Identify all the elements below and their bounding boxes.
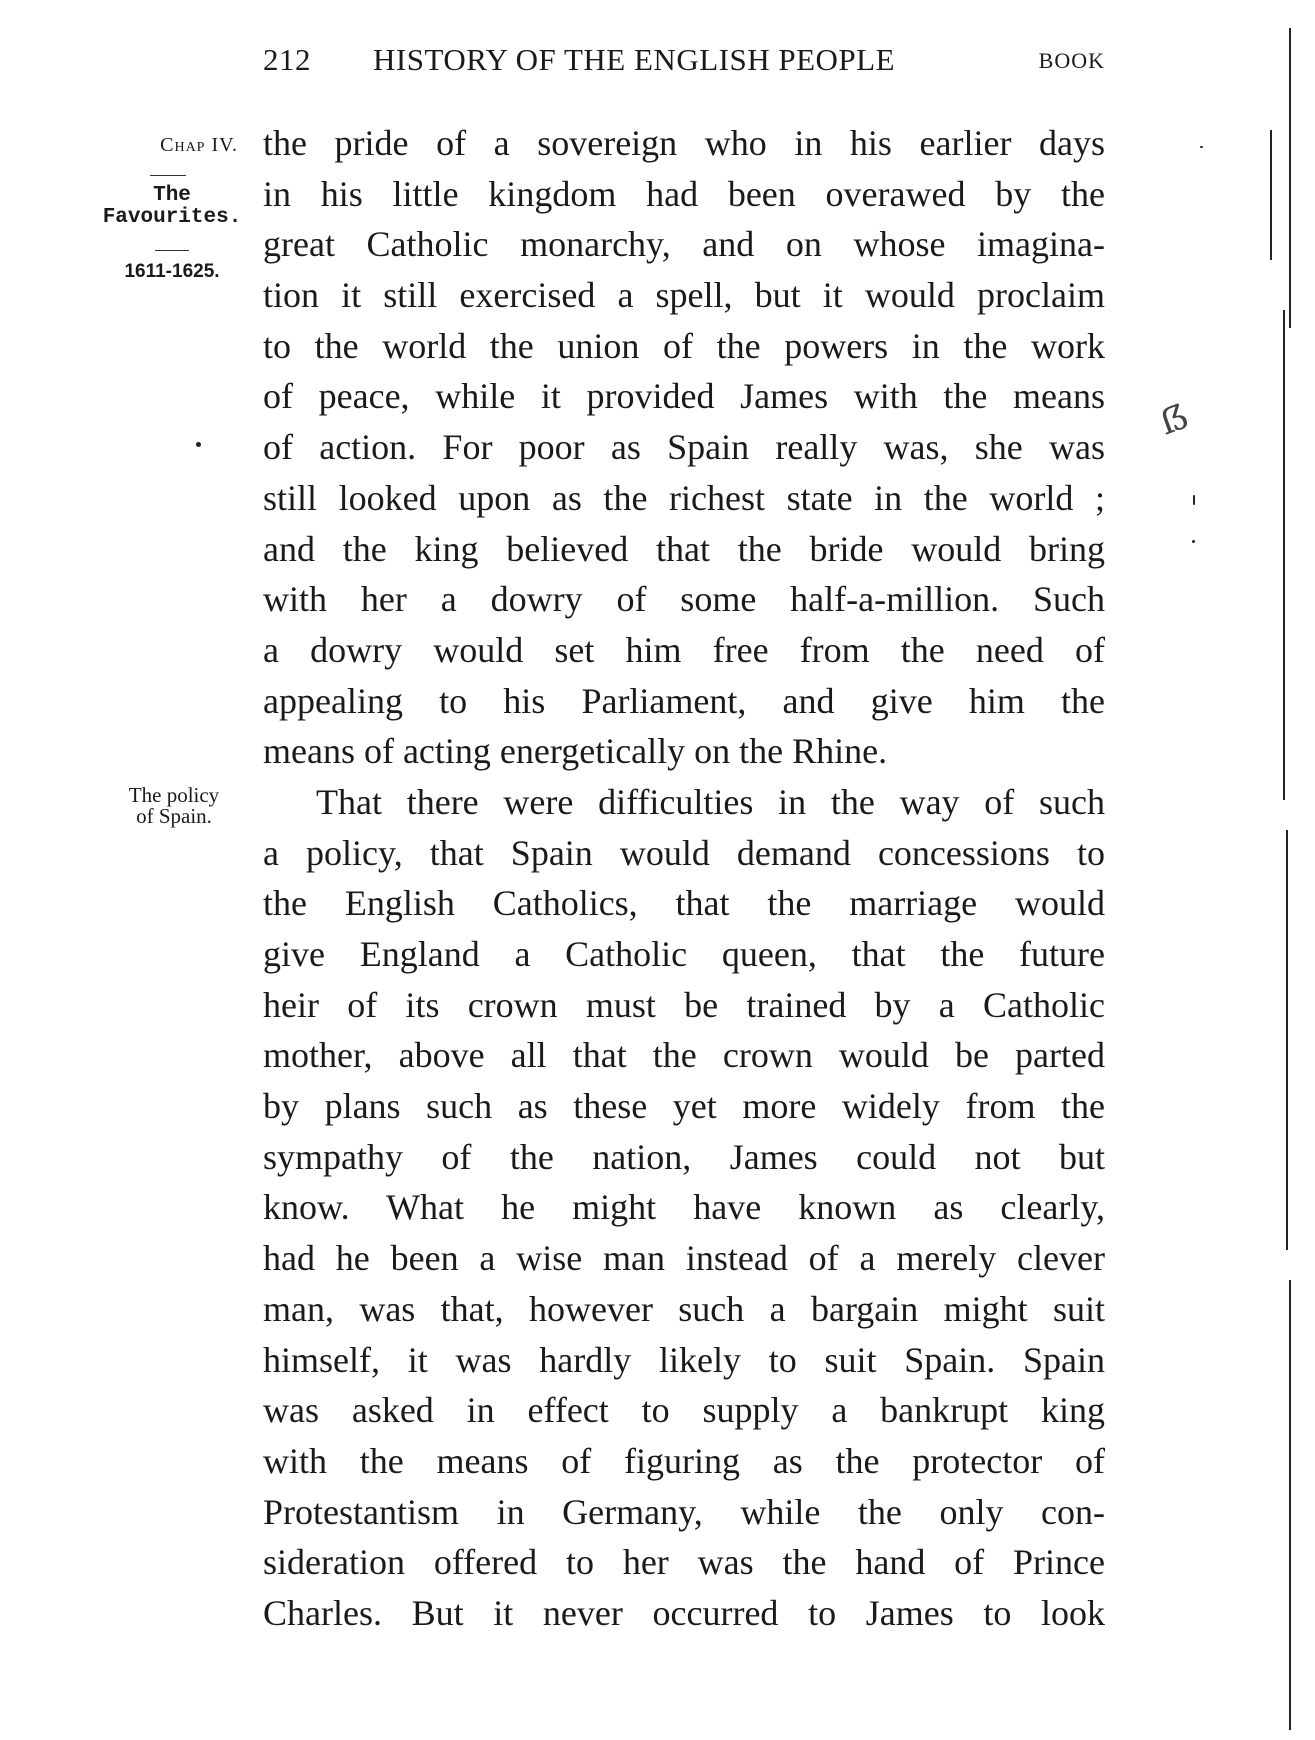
scan-edge-line — [1286, 830, 1288, 1250]
margin-topic-line2: Favourites. — [102, 206, 242, 229]
margin-rule-bottom — [155, 250, 189, 251]
scan-edge-line — [1289, 28, 1291, 328]
text-line: Charles. But it never occurred to James to look — [263, 1592, 1105, 1633]
text-line: himself, it was hardly likely to suit Spain. Spain — [263, 1339, 1105, 1380]
text-line: in his little kingdom had been overawed by the — [263, 173, 1105, 214]
text-line: a policy, that Spain would demand concessions to — [263, 832, 1105, 873]
text-line: had he been a wise man instead of a merely clever — [263, 1238, 1105, 1279]
text-line: know. What he might have known as clearly, — [263, 1187, 1105, 1228]
text-line: still looked upon as the richest state in the world ; — [263, 477, 1105, 518]
text-line: man, was that, however such a bargain might suit — [263, 1288, 1105, 1329]
text-line: with the means of figuring as the protector of — [263, 1440, 1105, 1481]
margin-dates: 1611-1625. — [124, 261, 220, 282]
margin-dot — [196, 442, 201, 447]
text-line: and the king believed that the bride would bring — [263, 528, 1105, 569]
chapter-label — [98, 134, 238, 156]
margin-rule-top — [150, 175, 186, 176]
scan-speck — [1192, 540, 1195, 543]
text-line: mother, above all that the crown would be parted — [263, 1035, 1105, 1076]
text-line: with her a dowry of some half-a-million. Such — [263, 579, 1105, 620]
body-text — [263, 118, 1105, 1639]
text-line: give England a Catholic queen, that the future — [263, 934, 1105, 974]
paragraph-2 — [263, 777, 1105, 1639]
text-line: a dowry would set him free from the need of — [263, 629, 1105, 670]
text-line: great Catholic monarchy, and on whose imagina- — [263, 224, 1105, 265]
scan-edge-line — [1270, 130, 1272, 260]
text-line: sideration offered to her was the hand of Prince — [263, 1542, 1105, 1583]
text-line: of peace, while it provided James with the means — [263, 376, 1105, 417]
text-line: tion it still exercised a spell, but it would proclaim — [263, 275, 1105, 316]
text-line: heir of its crown must be trained by a Catholic — [263, 984, 1105, 1025]
text-line: the pride of a sovereign who in his earlier days — [263, 123, 1105, 163]
scan-speck — [1200, 146, 1203, 148]
running-title: HISTORY OF THE ENGLISH PEOPLE — [373, 42, 896, 77]
side-note-line1: The policy — [128, 783, 220, 807]
text-line: means of acting energetically on the Rhine. — [263, 731, 888, 772]
margin-topic-line1: The — [153, 184, 191, 207]
text-line: to the world the union of the powers in the work — [263, 325, 1105, 366]
text-line: by plans such as these yet more widely from the — [263, 1086, 1105, 1127]
text-line: the English Catholics, that the marriage would — [263, 883, 1105, 924]
text-line: was asked in effect to supply a bankrupt king — [263, 1390, 1105, 1431]
scan-edge-line — [1283, 310, 1285, 800]
side-note-policy-of-spain — [104, 785, 244, 827]
text-line: of action. For poor as Spain really was, she was — [263, 427, 1105, 468]
text-line: appealing to his Parliament, and give him the — [263, 680, 1105, 721]
section-word: BOOK — [1038, 48, 1105, 73]
page-number: 212 — [263, 42, 311, 77]
text-line: sympathy of the nation, James could not but — [263, 1136, 1105, 1177]
scan-speck — [1193, 495, 1195, 505]
text-line: Protestantism in Germany, while the only con- — [263, 1491, 1105, 1532]
running-header — [263, 42, 1105, 86]
pencil-annotation-mark: ẞ — [1154, 396, 1195, 444]
text-line: That there were difficulties in the way of such — [316, 781, 1105, 822]
paragraph-1 — [263, 118, 1105, 777]
side-note-line2: of Spain. — [136, 804, 212, 828]
chapter-label-text: Chap IV. — [160, 134, 238, 156]
margin-topic — [98, 185, 246, 229]
scan-edge-line — [1289, 1280, 1291, 1730]
